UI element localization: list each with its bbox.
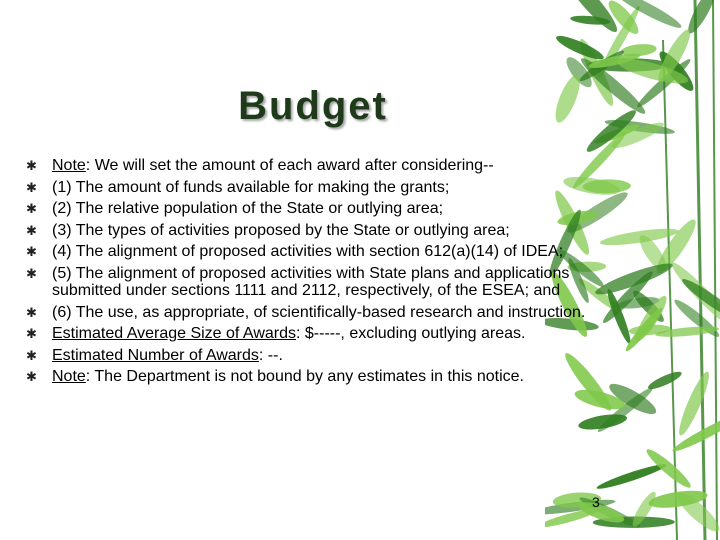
page-number: 3 [592,494,600,510]
slide-title: Budget [238,84,388,128]
bullet-text: : $-----, excluding outlying areas. [296,325,526,342]
bullet-text: (2) The relative population of the State or outlying area; [52,200,444,217]
bullet-label: Note [52,368,86,385]
asterisk-bullet-icon: ✱ [26,201,37,216]
bullet-text: : --. [258,346,283,364]
bullet-label: Note [52,157,86,174]
bullet-item [26,243,596,261]
bamboo-leaf [595,461,667,492]
bullet-text: (4) The alignment of proposed activities with section 612(a)(14) of IDEA; [52,243,564,260]
asterisk-bullet-icon: ✱ [26,179,37,195]
asterisk-bullet-icon: ✱ [26,244,37,259]
bullet-item [26,325,596,343]
asterisk-bullet-icon: ✱ [26,222,37,238]
bullet-list [26,157,596,390]
bullet-item [26,200,596,218]
asterisk-bullet-icon: ✱ [26,304,37,320]
asterisk-bullet-icon: ✱ [26,369,37,384]
bamboo-leaf [646,369,683,392]
bullet-text: : The Department is not bound by any estimates in this notice. [85,368,524,385]
bullet-text: (6) The use, as appropriate, of scientifically-based research and instruction. [52,303,586,321]
bullet-item [26,157,596,175]
bullet-label: Estimated Average Size of Awards [52,325,296,342]
bullet-item [26,304,596,322]
bullet-item [26,368,596,386]
bullet-item [26,265,596,300]
bullet-text: (5) The alignment of proposed activities with State plans and applications submitted under sections 1111 and 2112, respectively, of the ESEA; and [52,264,570,299]
bullet-text: : We will set the amount of each award after considering-- [85,157,494,174]
bullet-item [26,179,596,197]
asterisk-bullet-icon: ✱ [26,265,37,281]
bullet-text: (1) The amount of funds available for making the grants; [52,178,450,196]
asterisk-bullet-icon: ✱ [26,347,37,363]
asterisk-bullet-icon: ✱ [26,326,37,341]
bullet-item [26,222,596,240]
bullet-label: Estimated Number of Awards [52,346,259,364]
bullet-item [26,347,596,365]
asterisk-bullet-icon: ✱ [26,158,37,173]
bamboo-leaf [554,32,606,63]
bullet-text: (3) The types of activities proposed by the State or outlying area; [52,221,510,239]
